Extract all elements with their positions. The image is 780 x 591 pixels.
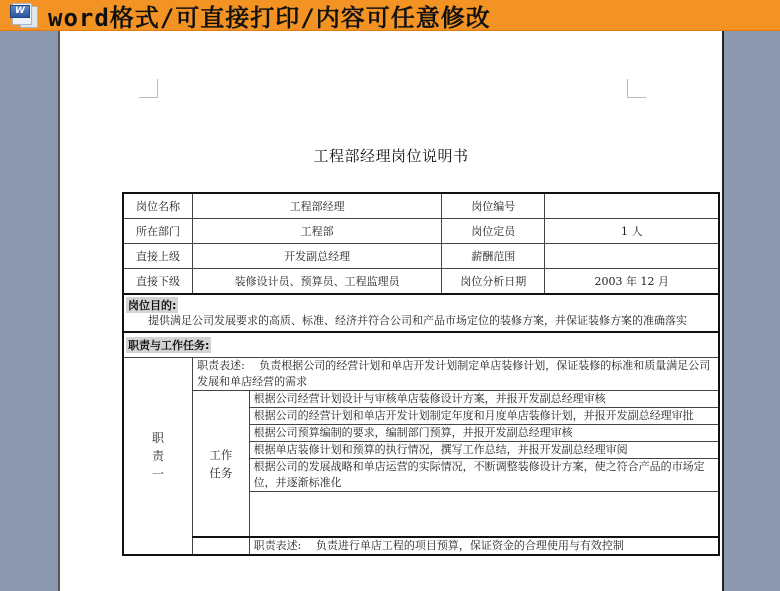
task-item-empty[interactable] [249, 492, 719, 538]
info-value[interactable]: 开发副总经理 [193, 244, 442, 269]
purpose-heading: 岗位目的: [128, 299, 177, 312]
task-item[interactable]: 根据公司经营计划设计与审核单店装修设计方案，并报开发副总经理审核 [249, 391, 719, 408]
info-label: 岗位分析日期 [442, 269, 545, 295]
table-row [123, 193, 719, 219]
duties-section-header [123, 332, 719, 358]
job-description-table [122, 192, 720, 556]
info-label: 薪酬范围 [442, 244, 545, 269]
duties-heading: 职责与工作任务: [128, 339, 210, 352]
duty-row [123, 537, 719, 555]
task-item[interactable]: 根据单店装修计划和预算的执行情况，撰写工作总结，并报开发副总经理审阅 [249, 442, 719, 459]
table-row [123, 244, 719, 269]
info-label: 岗位定员 [442, 219, 545, 244]
info-value[interactable] [545, 244, 719, 269]
margin-corner-mark [139, 79, 158, 98]
table-row [123, 269, 719, 295]
info-label: 所在部门 [123, 219, 193, 244]
info-value[interactable]: 工程部 [193, 219, 442, 244]
task-item[interactable]: 根据公司的经营计划和单店开发计划制定年度和月度单店装修计划，并报开发副总经理审批 [249, 408, 719, 425]
info-label: 直接上级 [123, 244, 193, 269]
info-value[interactable]: 2003 年 12 月 [545, 269, 719, 295]
duty-label: 职 责 一 [123, 358, 193, 556]
document-title: 工程部经理岗位说明书 [313, 147, 469, 165]
info-label: 岗位名称 [123, 193, 193, 219]
task-item[interactable]: 根据公司预算编制的要求，编制部门预算，并报开发副总经理审核 [249, 425, 719, 442]
purpose-section [123, 294, 719, 332]
info-value[interactable]: 工程部经理 [193, 193, 442, 219]
info-value[interactable]: 装修设计员、预算员、工程监理员 [193, 269, 442, 295]
task-item[interactable]: 根据公司的发展战略和单店运营的实际情况，不断调整装修设计方案，使之符合产品的市场定位，并逐渐标准化 [249, 459, 719, 492]
duty-label [193, 537, 250, 555]
duty-row [123, 358, 719, 391]
info-value[interactable] [545, 193, 719, 219]
banner [0, 0, 780, 31]
purpose-text[interactable]: 提供满足公司发展要求的高质、标准、经济并符合公司和产品市场定位的装修方案，并保证装修方案的准确落实 [148, 314, 687, 327]
banner-text: word格式/可直接打印/内容可任意修改 [48, 3, 491, 32]
info-label: 直接下级 [123, 269, 193, 295]
task-row [123, 391, 719, 408]
word-document-icon: W [4, 0, 48, 30]
document-page [58, 31, 724, 591]
duty-description[interactable]: 职责表述: 负责进行单店工程的项目预算，保证资金的合理使用与有效控制 [249, 537, 719, 555]
margin-corner-mark [627, 79, 646, 98]
info-label: 岗位编号 [442, 193, 545, 219]
table-row [123, 219, 719, 244]
duty-description[interactable]: 职责表述: 负责根据公司的经营计划和单店开发计划制定单店装修计划，保证装修的标准和质量满足公司发展和单店经营的需求 [193, 358, 719, 391]
task-label: 工作 任务 [193, 391, 250, 538]
info-value[interactable]: 1 人 [545, 219, 719, 244]
